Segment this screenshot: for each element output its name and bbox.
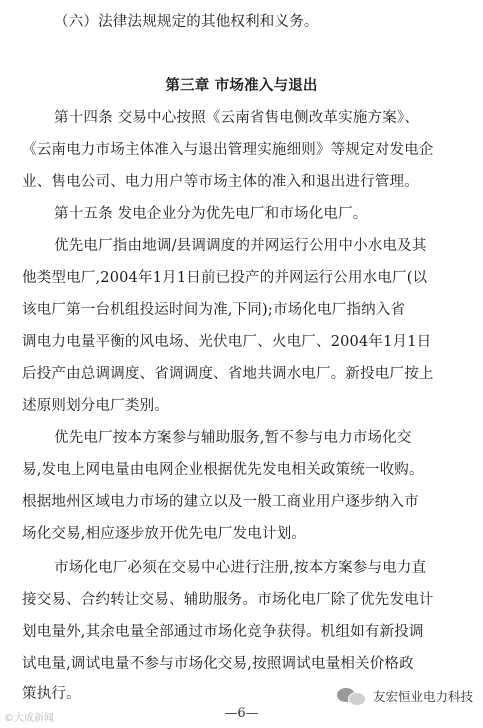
footer-mark: ©大成新闻 bbox=[4, 713, 54, 724]
clause-item-6: （六）法律法规规定的其他权利和义务。 bbox=[54, 14, 319, 30]
para-market-line-3: 划电量外,其余电量全部通过市场化竞争获得。机组如有新投调 bbox=[22, 624, 424, 640]
para-priority-line-4: 调电力电量平衡的风电场、光伏电厂、火电厂、2004年1月1日 bbox=[22, 334, 432, 350]
para-market-line-5: 策执行。 bbox=[22, 686, 81, 702]
para-priority-line-5: 后投产由总调调度、省调调度、省地共调水电厂。新投电厂按上 bbox=[22, 366, 434, 382]
page-number: —6— bbox=[224, 706, 259, 721]
para-market-line-1: 市场化电厂必须在交易中心进行注册,按本方案参与电力直 bbox=[54, 560, 427, 576]
para-aux-line-2: 易,发电上网电量由电网企业根据优先发电相关政策统一收购。 bbox=[22, 462, 424, 478]
para-priority-line-1: 优先电厂指由地调/县调调度的并网运行公用中小水电及其 bbox=[54, 238, 427, 254]
article-14-line-2: 《云南电力市场主体准入与退出管理实施细则》等规定对发电企 bbox=[22, 142, 434, 158]
para-market-line-2: 接交易、合约转让交易、辅助服务。市场化电厂除了优先发电计 bbox=[22, 592, 434, 608]
para-aux-line-4: 场化交易,相应逐步放开优先电厂发电计划。 bbox=[22, 526, 307, 542]
wechat-watermark bbox=[337, 686, 473, 706]
wechat-icon bbox=[337, 686, 367, 706]
article-14-line-1: 第十四条 交易中心按照《云南省售电侧改革实施方案》、 bbox=[54, 110, 420, 126]
article-15-line-1: 第十五条 发电企业分为优先电厂和市场化电厂。 bbox=[54, 206, 368, 222]
watermark-text: 友宏恒业电力科技 bbox=[372, 689, 473, 704]
para-priority-line-3: 该电厂第一台机组投运时间为准,下同);市场化电厂指纳入省 bbox=[22, 302, 406, 318]
para-priority-line-2: 他类型电厂,2004年1月1日前已投产的并网运行公用水电厂(以 bbox=[22, 270, 428, 286]
para-aux-line-3: 根据地州区域电力市场的建立以及一般工商业用户逐步纳入市 bbox=[22, 494, 419, 510]
para-priority-line-6: 述原则划分电厂类别。 bbox=[22, 398, 169, 414]
para-market-line-4: 试电量,调试电量不参与市场化交易,按照调试电量相关价格政 bbox=[22, 656, 414, 672]
chapter-heading: 第三章 市场准入与退出 bbox=[165, 77, 318, 94]
para-aux-line-1: 优先电厂按本方案参与辅助服务,暂不参与电力市场化交 bbox=[54, 430, 412, 446]
article-14-line-3: 业、售电公司、电力用户等市场主体的准入和退出进行管理。 bbox=[22, 174, 419, 190]
